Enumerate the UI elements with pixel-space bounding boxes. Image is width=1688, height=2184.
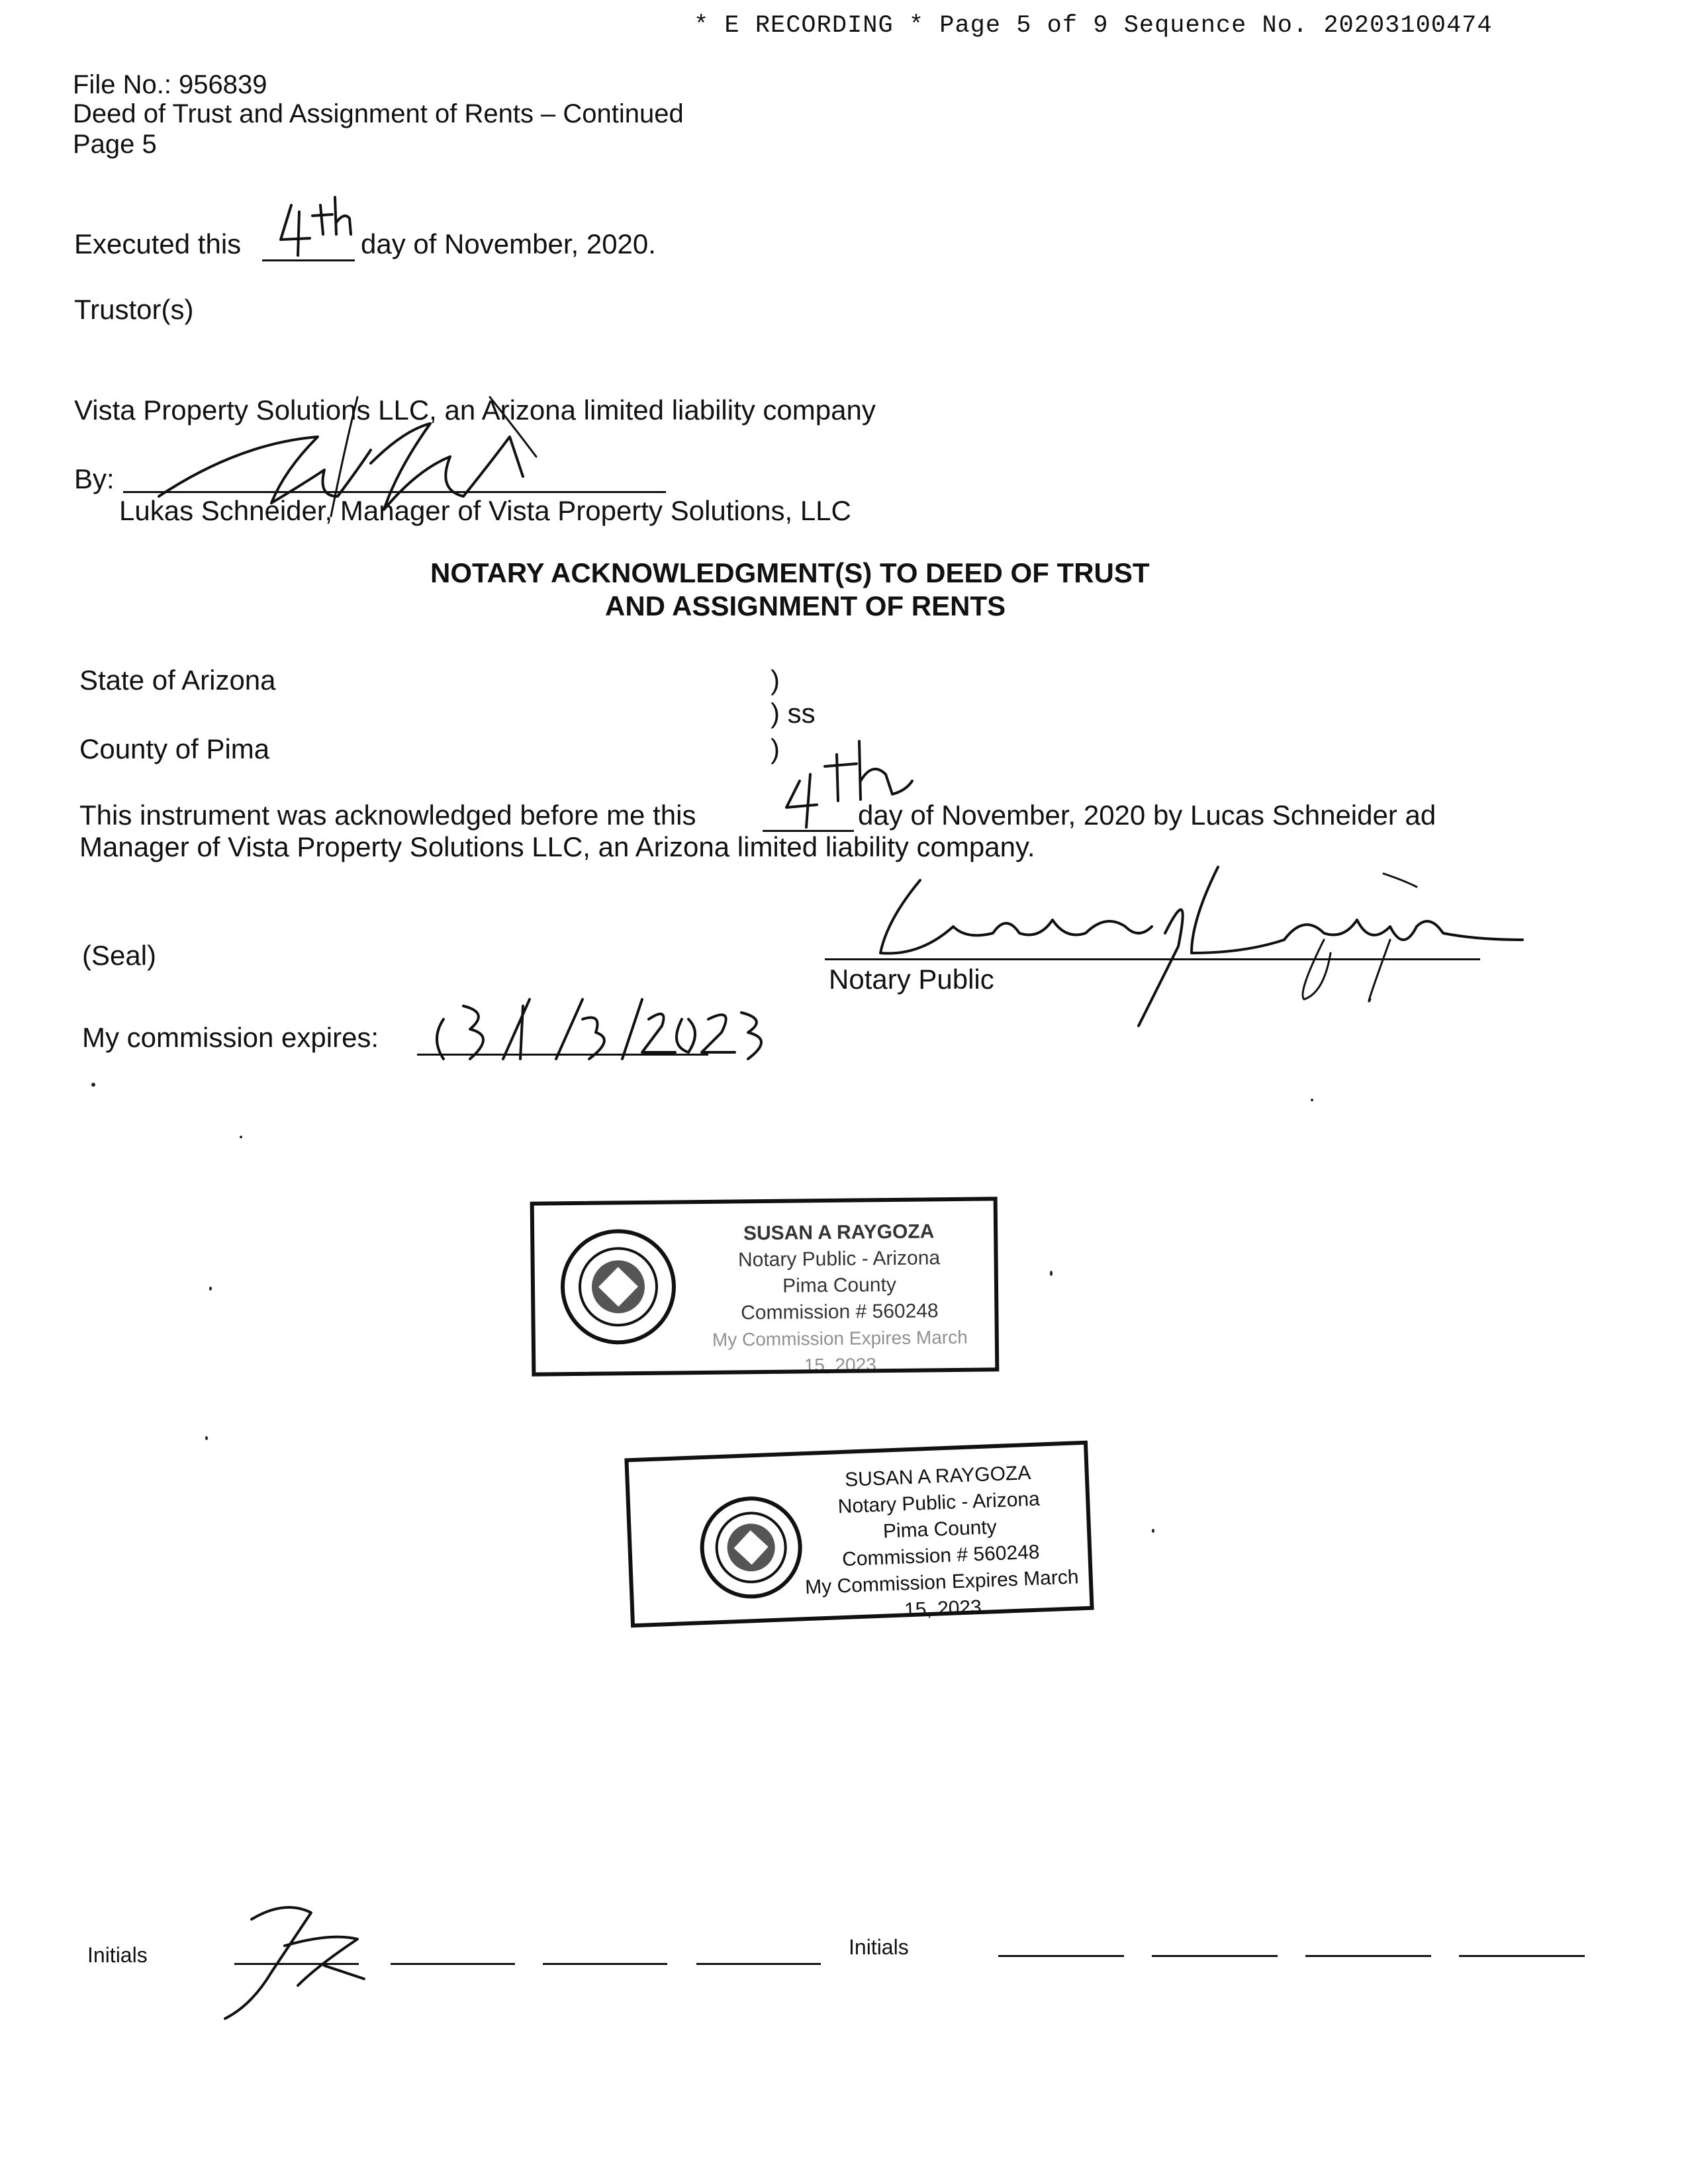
venue-paren-3: ) [771, 733, 780, 764]
initials-line-5 [998, 1955, 1124, 1957]
scan-speck [205, 1436, 208, 1440]
stamp-1-name: SUSAN A RAYGOZA [743, 1220, 935, 1245]
stamp-2-line3: Pima County [882, 1516, 998, 1543]
acknowledgment-line2: Manager of Vista Property Solutions LLC, an Arizona limited liability company. [79, 831, 1035, 862]
seal-label: (Seal) [82, 940, 157, 971]
notary-stamp-1 [530, 1197, 1000, 1376]
document-title: Deed of Trust and Assignment of Rents – Continued [73, 99, 684, 128]
commission-expires-label: My commission expires: [82, 1022, 379, 1053]
initials-line-8 [1459, 1955, 1585, 1957]
commission-date-handwriting [424, 993, 768, 1072]
initials-line-3 [543, 1963, 667, 1965]
signer-name-title: Lukas Schneider, Manager of Vista Property Solutions, LLC [119, 495, 851, 526]
stamp-2-text [798, 1458, 1082, 1627]
acknowledgment-suffix: day of November, 2020 by Lucas Schneider ad [858, 799, 1436, 831]
stamp-2-line2: Notary Public - Arizona [837, 1488, 1041, 1518]
notary-heading-line1: NOTARY ACKNOWLEDGMENT(S) TO DEED OF TRUST [430, 557, 1150, 588]
stamp-1-line3: Pima County [782, 1273, 897, 1297]
notary-stamp-2 [624, 1441, 1094, 1628]
scan-speck [1152, 1529, 1154, 1533]
notary-signature [821, 841, 1542, 1039]
stamp-2-name: SUSAN A RAYGOZA [844, 1461, 1031, 1491]
initials-line-1 [234, 1963, 359, 1965]
stamp-1-line5: My Commission Expires March 15, 2023 [712, 1326, 968, 1376]
trustors-label: Trustor(s) [74, 294, 194, 325]
executed-suffix: day of November, 2020. [361, 228, 656, 259]
scan-speck [91, 1083, 95, 1087]
initials-signature [212, 1893, 371, 2025]
state-seal-icon [558, 1226, 679, 1347]
scan-speck [1311, 1099, 1313, 1101]
venue-state: State of Arizona [79, 664, 276, 696]
stamp-2-line5: My Commission Expires March 15, 2023 [804, 1566, 1080, 1621]
trustor-entity: Vista Property Solutions LLC, an Arizona limited liability company [74, 394, 876, 426]
venue-paren-ss: ) ss [771, 698, 816, 729]
venue-county: County of Pima [79, 733, 270, 764]
executed-prefix: Executed this [74, 228, 242, 259]
acknowledgment-prefix: This instrument was acknowledged before me this [79, 799, 696, 831]
initials-line-2 [391, 1963, 515, 1965]
executed-day-handwriting [271, 192, 357, 265]
file-number: File No.: 956839 [73, 70, 267, 99]
page-label: Page 5 [73, 130, 157, 159]
initials-label-right: Initials [849, 1935, 909, 1959]
stamp-2-line4: Commission # 560248 [841, 1541, 1041, 1571]
by-label: By: [74, 463, 115, 494]
venue-paren-1: ) [771, 664, 780, 696]
scan-speck [240, 1136, 242, 1138]
initials-line-4 [696, 1963, 821, 1965]
stamp-1-text [700, 1218, 979, 1380]
scan-speck [1050, 1271, 1053, 1276]
scan-speck [209, 1287, 212, 1291]
notary-public-label: Notary Public [829, 964, 994, 995]
state-seal-icon [696, 1492, 806, 1602]
initials-line-6 [1152, 1955, 1278, 1957]
stamp-1-line2: Notary Public - Arizona [737, 1247, 941, 1271]
initials-line-7 [1305, 1955, 1431, 1957]
recording-header: * E RECORDING * Page 5 of 9 Sequence No. 20203100474 [694, 12, 1493, 40]
initials-label-left: Initials [87, 1943, 148, 1967]
notary-heading-line2: AND ASSIGNMENT OF RENTS [605, 590, 1006, 621]
stamp-1-line4: Commission # 560248 [740, 1300, 939, 1324]
